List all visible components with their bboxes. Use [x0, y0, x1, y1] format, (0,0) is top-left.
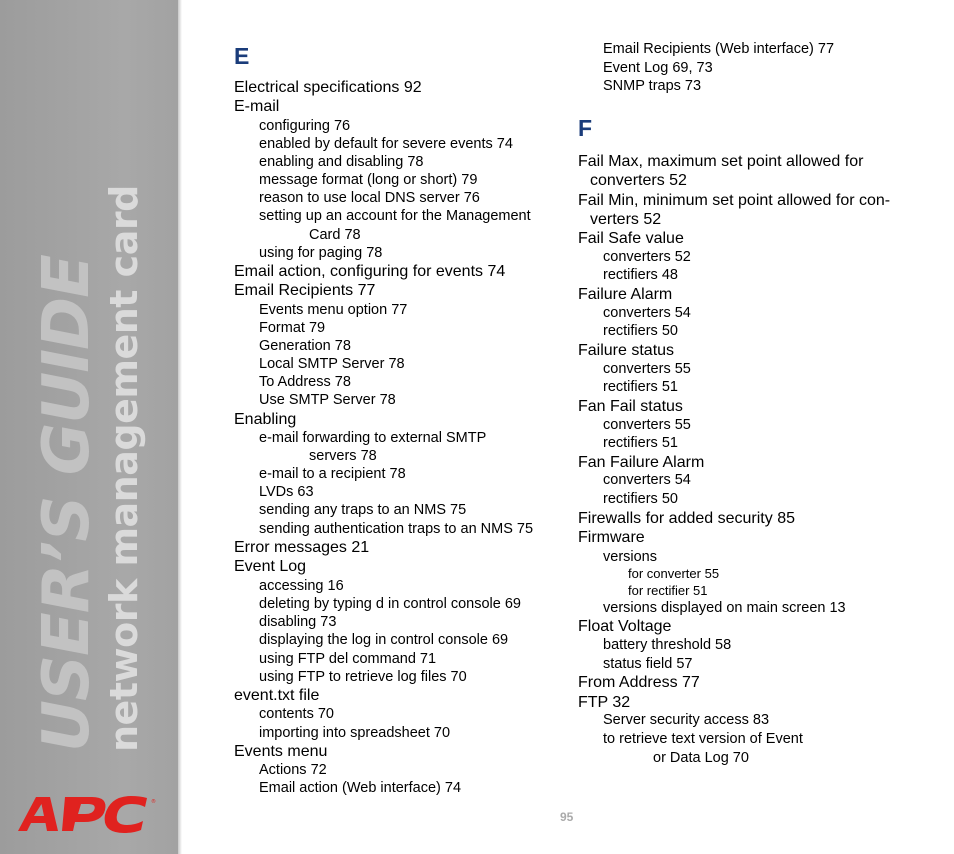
index-subentry: Event Log 69, 73	[603, 60, 713, 76]
index-entry: Email action, configuring for events 74	[234, 263, 506, 280]
index-subentry: Card 78	[309, 227, 361, 243]
index-subentry: rectifiers 48	[603, 267, 678, 283]
index-subentry: Email action (Web interface) 74	[259, 780, 462, 796]
index-subentry: To Address 78	[259, 374, 351, 390]
index-subentry: Format 79	[259, 320, 326, 336]
index-entry: FTP 32	[578, 694, 631, 711]
index-entry: Fail Max, maximum set point allowed for	[578, 153, 864, 170]
sidebar-subtitle: network management card	[102, 185, 146, 752]
apc-logo	[16, 795, 158, 840]
index-subentry: rectifiers 51	[603, 379, 678, 395]
index-subentry: e-mail to a recipient 78	[259, 466, 406, 482]
index-entry: Email Recipients 77	[234, 282, 376, 299]
index-subentry: rectifiers 51	[603, 435, 678, 451]
index-entry: Fan Failure Alarm	[578, 454, 705, 471]
index-subentry: versions	[603, 549, 657, 565]
index-entry: Fail Min, minimum set point allowed for con-	[578, 192, 891, 209]
index-entry: Failure status	[578, 342, 675, 359]
index-entry: Electrical specifications 92	[234, 79, 422, 96]
index-subentry: rectifiers 50	[603, 323, 678, 339]
index-subentry: Use SMTP Server 78	[259, 392, 396, 408]
index-entry: Firewalls for added security 85	[578, 510, 795, 527]
index-entry: From Address 77	[578, 674, 700, 691]
index-subentry: Events menu option 77	[259, 302, 408, 318]
index-entry: converters 52	[590, 172, 687, 189]
index-subentry: rectifiers 50	[603, 491, 678, 507]
index-entry: event.txt file	[234, 687, 320, 704]
index-subentry: deleting by typing d in control console 69	[259, 596, 521, 612]
index-subentry: versions displayed on main screen 13	[603, 600, 846, 616]
index-entry: Error messages 21	[234, 539, 370, 556]
index-subentry: Server security access 83	[603, 712, 770, 728]
index-subentry: message format (long or short) 79	[259, 172, 478, 188]
index-subentry: importing into spreadsheet 70	[259, 725, 451, 741]
index-subentry: battery threshold 58	[603, 637, 732, 653]
index-subentry: e-mail forwarding to external SMTP	[259, 430, 487, 446]
index-entry: Fail Safe value	[578, 230, 684, 247]
index-subentry: Local SMTP Server 78	[259, 356, 405, 372]
index-subentry: Email Recipients (Web interface) 77	[603, 41, 835, 57]
index-entry: verters 52	[590, 211, 662, 228]
index-subentry: Generation 78	[259, 338, 351, 354]
index-subentry: converters 54	[603, 305, 691, 321]
sidebar-title: USER’S GUIDE	[30, 255, 104, 752]
index-section-letter: F	[578, 115, 593, 141]
index-subentry: servers 78	[309, 448, 377, 464]
index-subentry: accessing 16	[259, 578, 344, 594]
index-subentry: converters 52	[603, 249, 691, 265]
index-subentry: to retrieve text version of Event	[603, 731, 803, 747]
index-subentry: LVDs 63	[259, 484, 314, 500]
index-entry: Events menu	[234, 743, 328, 760]
index-subentry: enabling and disabling 78	[259, 154, 424, 170]
index-subentry: configuring 76	[259, 118, 351, 134]
index-entry: Enabling	[234, 411, 297, 428]
page-number: 95	[560, 810, 574, 824]
index-subentry: using FTP del command 71	[259, 651, 437, 667]
index-subentry: converters 54	[603, 472, 691, 488]
index-subentry: using FTP to retrieve log files 70	[259, 669, 467, 685]
index-entry: Firmware	[578, 529, 645, 546]
sidebar-edge-shadow	[178, 0, 182, 854]
index-entry: E-mail	[234, 98, 280, 115]
index-subentry: setting up an account for the Management	[259, 208, 531, 224]
index-subentry: Actions 72	[259, 762, 327, 778]
index-entry: Event Log	[234, 558, 307, 575]
index-entry: Fan Fail status	[578, 398, 683, 415]
index-subentry: or Data Log 70	[653, 750, 749, 766]
index-subentry: sending any traps to an NMS 75	[259, 502, 467, 518]
index-subentry: displaying the log in control console 69	[259, 632, 509, 648]
index-entry: Float Voltage	[578, 618, 672, 635]
index-subsubentry: for rectifier 51	[628, 583, 708, 598]
index-subentry: contents 70	[259, 706, 334, 722]
index-subentry: disabling 73	[259, 614, 337, 630]
index-subentry: sending authentication traps to an NMS 75	[259, 521, 534, 537]
index-subsubentry: for converter 55	[628, 566, 720, 581]
index-entry: Failure Alarm	[578, 286, 673, 303]
index-section-letter: E	[234, 43, 250, 69]
svg-text:®: ®	[151, 799, 156, 805]
index-subentry: converters 55	[603, 417, 691, 433]
index-subentry: using for paging 78	[259, 245, 383, 261]
index-subentry: SNMP traps 73	[603, 78, 702, 94]
index-subentry: reason to use local DNS server 76	[259, 190, 480, 206]
index-subentry: enabled by default for severe events 74	[259, 136, 513, 152]
index-subentry: converters 55	[603, 361, 691, 377]
index-subentry: status field 57	[603, 656, 693, 672]
